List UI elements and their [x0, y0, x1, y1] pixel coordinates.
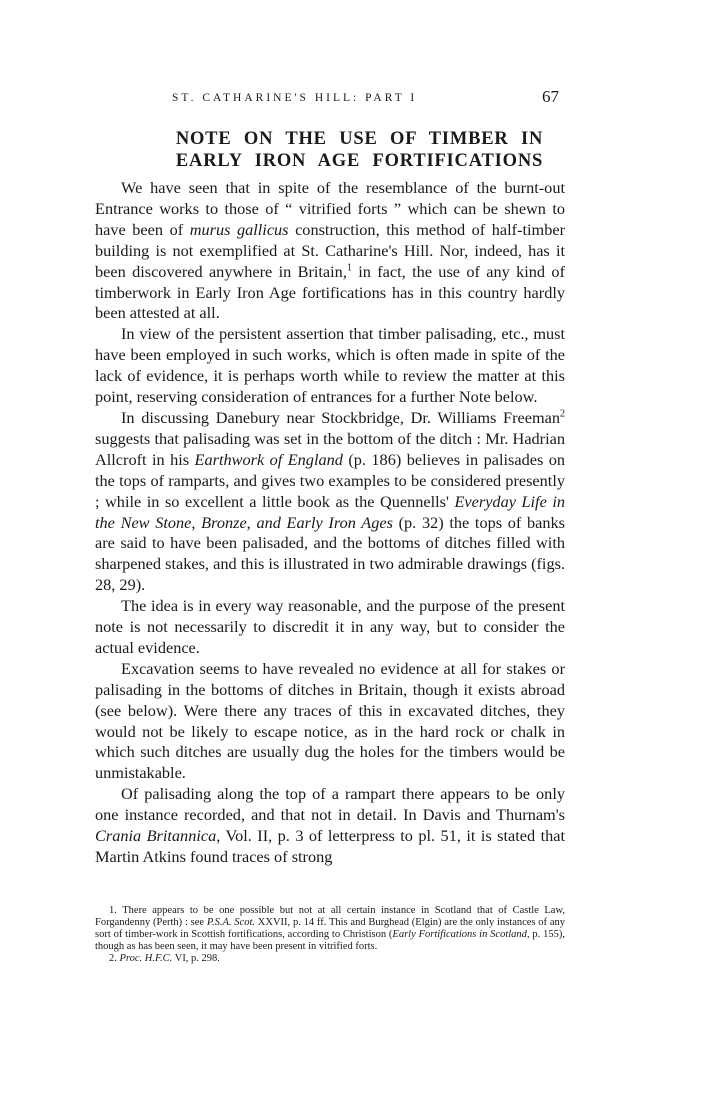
text-run: We have seen that in spite of the resemblance of the burnt-out Entrance works to those of “ vitrified forts ” which can be shewn to have been of	[95, 178, 565, 239]
footnotes	[95, 905, 565, 965]
text-run: construction, this method of half-timber building is not exemplified at St. Catharine's Hill. Nor, indeed, has it been discovered anywhere in Britain,	[95, 219, 566, 281]
text-run: , p. 155), though as has been seen, it may have been present in vitrified forts.	[95, 929, 565, 953]
footnote-1	[95, 905, 565, 953]
paragraph-4	[95, 596, 565, 659]
text-run: Of palisading along the top of a rampart there appears to be only one instance recorded, and that not in detail. In Davis and Thurnam's	[95, 784, 565, 825]
italic-text: P.S.A. Scot.	[206, 917, 255, 929]
page-number: 67	[542, 87, 559, 106]
text-run: in fact, the use of any kind of timberwork in Early Iron Age fortifications has in this country hardly been attested at all.	[95, 261, 565, 323]
paragraph-5	[95, 659, 565, 784]
footnote-marker: 1	[346, 262, 352, 274]
article-title-line-1: NOTE ON THE USE OF TIMBER IN	[175, 129, 544, 149]
paragraph-6	[95, 784, 565, 868]
paragraph-1	[95, 178, 565, 324]
italic-text: murus gallicus	[189, 219, 289, 239]
body-text	[95, 178, 565, 868]
text-run: 1. There appears to be one possible but not at all certain instance in Scotland that of Castle Law, Forgandenny (Perth) : see	[95, 905, 565, 929]
article-title	[0, 128, 719, 172]
paragraph-3	[95, 408, 565, 596]
footnote-2	[95, 953, 565, 965]
text-run: suggests that palisading was set in the bottom of the ditch : Mr. Hadrian Allcroft in his	[95, 428, 565, 469]
text-run: In view of the persistent assertion that timber palisading, etc., must have been employed in such works, which is often made in spite of the lack of evidence, it is perhaps worth while to review the matter at this point, reserving consideration of entrances for a further Note below.	[95, 324, 565, 407]
italic-text: Everyday Life in the New Stone, Bronze, and Early Iron Ages	[95, 491, 565, 532]
text-run: 2.	[109, 953, 120, 965]
italic-text: Early Fortifications in Scotland	[392, 929, 527, 941]
italic-text: Crania Britannica	[95, 826, 217, 846]
text-run: Excavation seems to have revealed no evidence at all for stakes or palisading in the bottoms of ditches in Britain, though it exists abroad (see below). Were there any traces of this in excavated ditches, they would not be likely to escape notice, as in the hard rock or chalk in which such ditches are usually dug the holes for the timbers would be unmistakable.	[95, 658, 565, 783]
text-run: In discussing Danebury near Stockbridge, Dr. Williams Freeman	[121, 407, 560, 427]
italic-text: Earthwork of England	[194, 449, 343, 469]
article-title-line-2: EARLY IRON AGE FORTIFICATIONS	[175, 151, 544, 171]
text-run: , Vol. II, p. 3 of letterpress to pl. 51, it is stated that Martin Atkins found traces of strong	[95, 826, 565, 866]
footnote-marker: 2	[560, 408, 565, 420]
text-run: The idea is in every way reasonable, and the purpose of the present note is not necessarily to discredit it in any way, but to consider the actual evidence.	[95, 596, 565, 657]
text-run: VI, p. 298.	[172, 953, 220, 965]
running-head: ST. CATHARINE'S HILL: PART I	[172, 92, 418, 104]
text-run: (p. 186) believes in palisades on the tops of ramparts, and gives two examples to be considered presently ; while in so excellent a little book as the Quennells'	[95, 449, 565, 511]
italic-text: Proc. H.F.C.	[119, 953, 173, 965]
paragraph-2	[95, 324, 565, 408]
text-run: XXVII, p. 14 ff. This and Burghead (Elgin) are the only instances of any sort of timber-work in Scottish fortifications, according to Christison (	[95, 917, 566, 941]
text-run: (p. 32) the tops of banks are said to have been palisaded, and the bottoms of ditches filled with sharpened stakes, and this is illustrated in two admirable drawings (figs. 28, 29).	[95, 512, 566, 595]
